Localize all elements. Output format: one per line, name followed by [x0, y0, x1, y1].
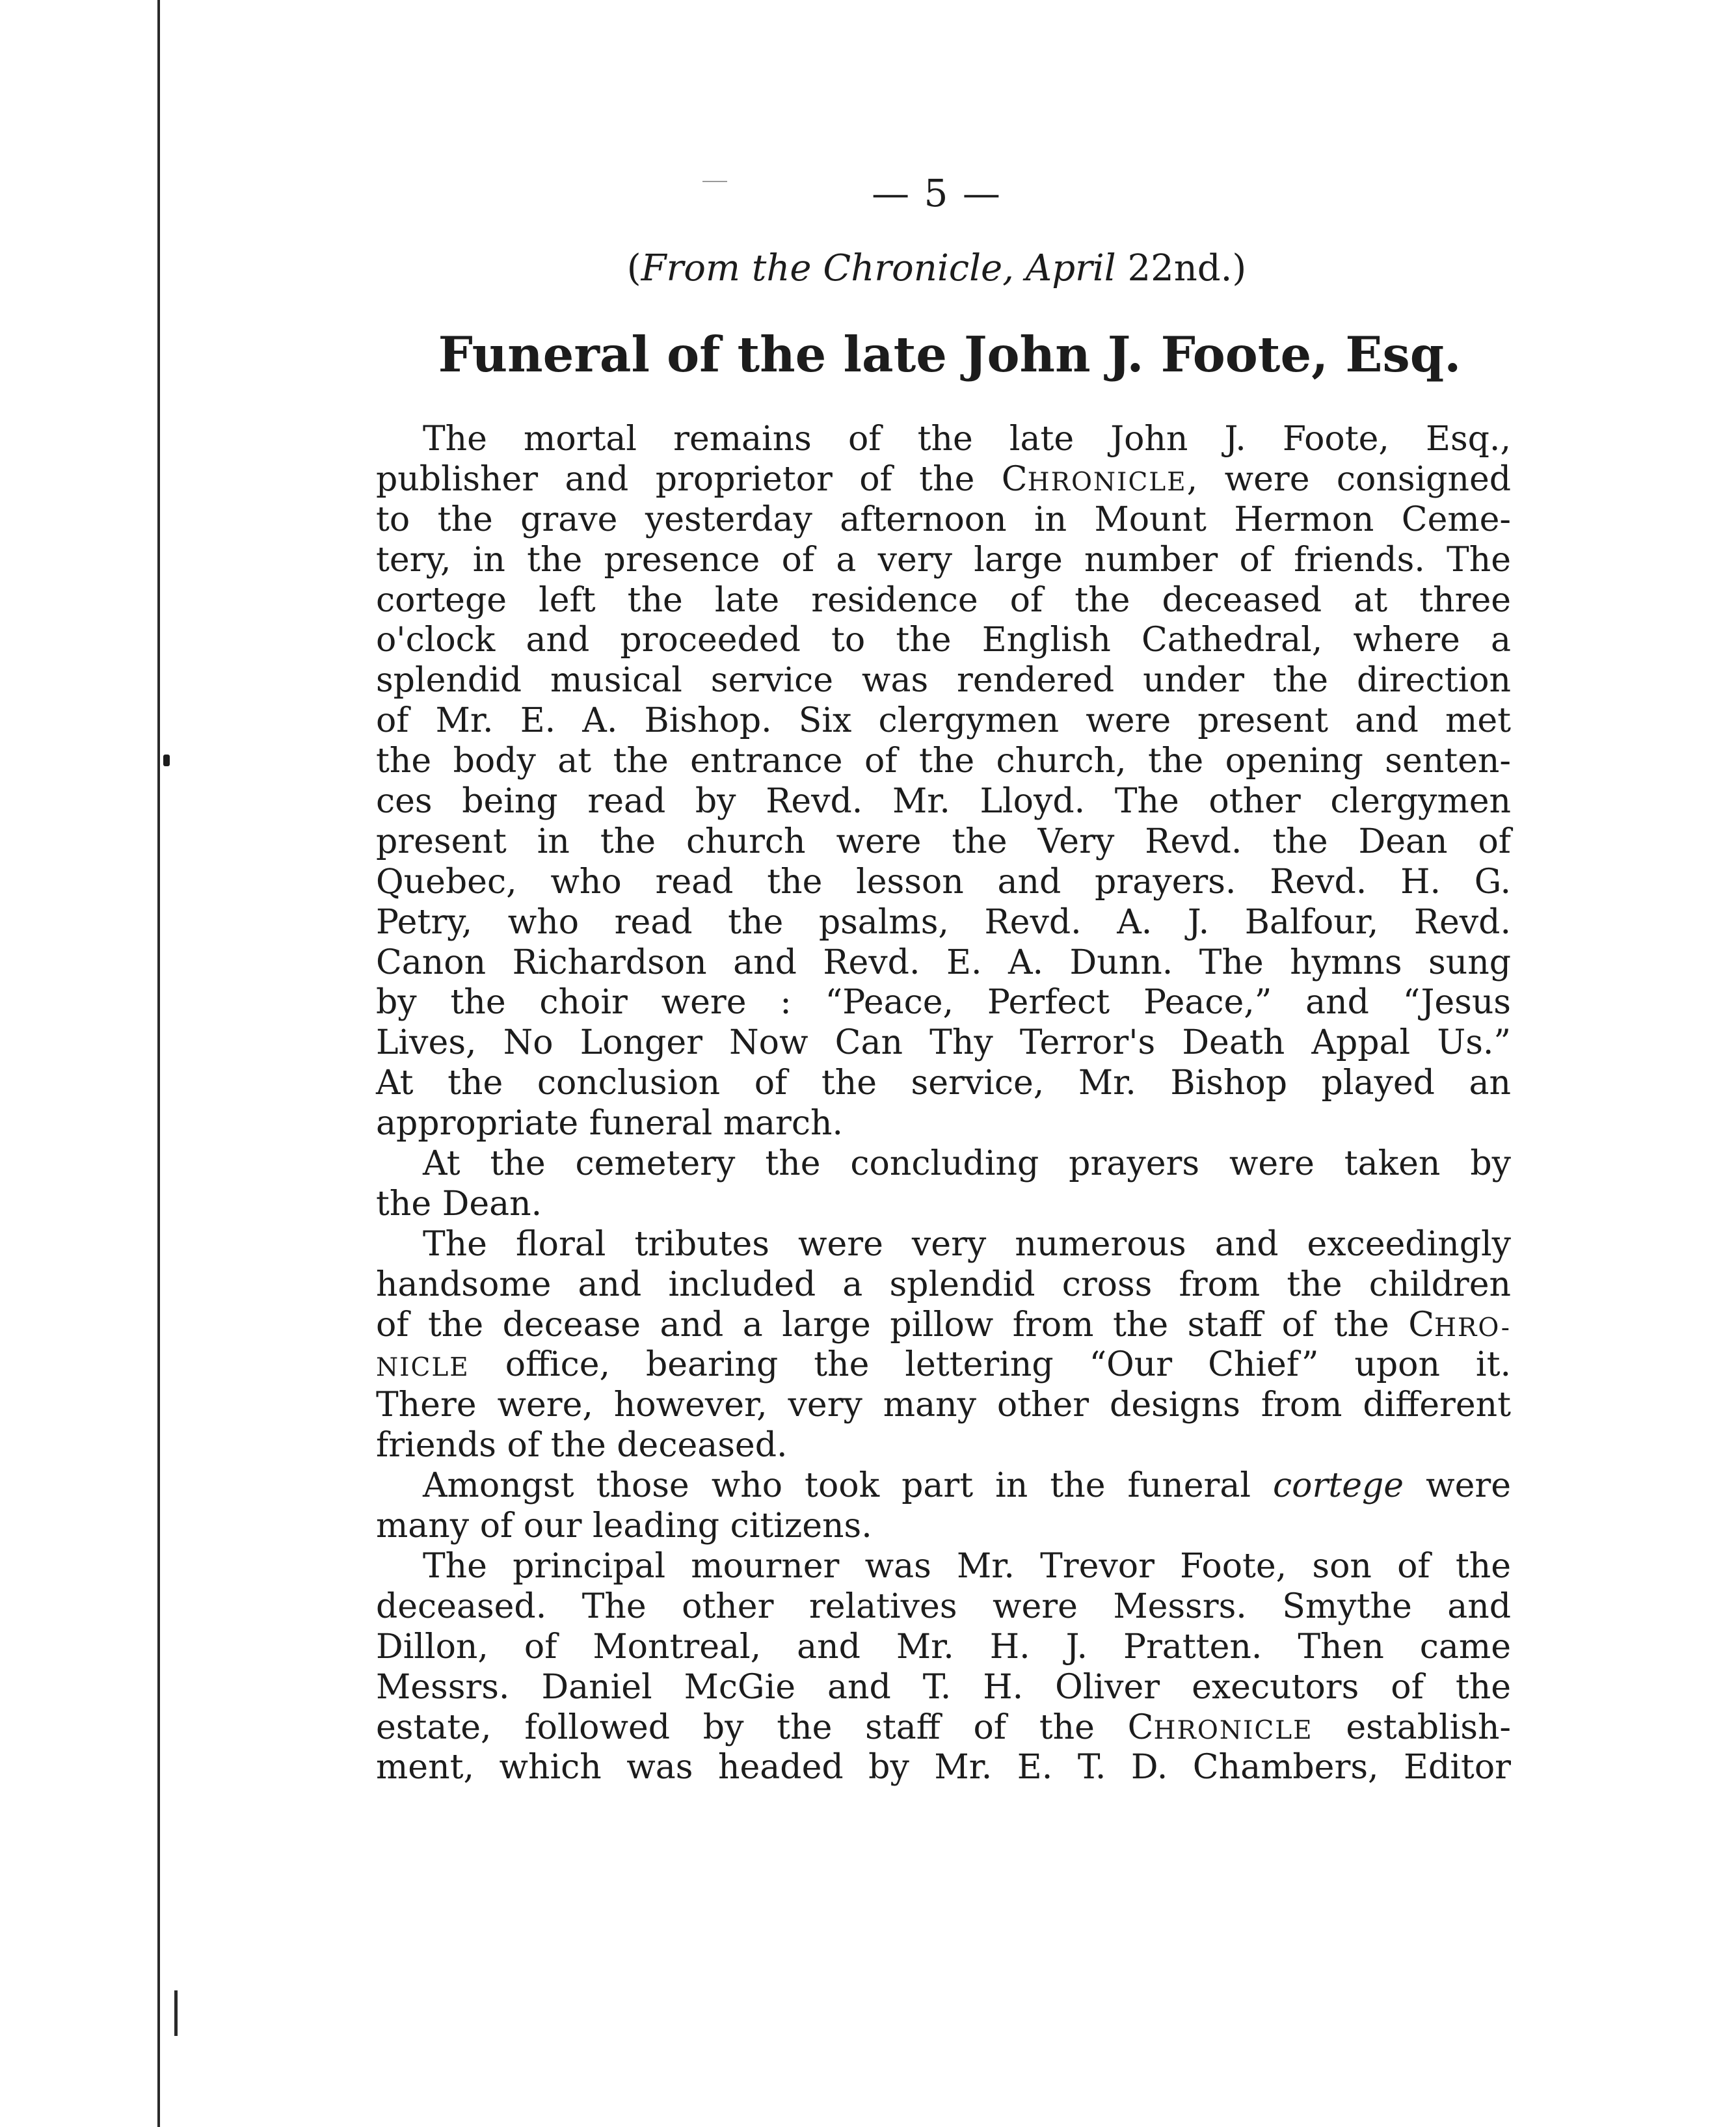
source-citation [585, 246, 1288, 291]
article-line: to the grave yesterday afternoon in Mount Hermon Ceme- [376, 500, 1511, 539]
article-line: Canon Richardson and Revd. E. A. Dunn. The hymns sung [376, 943, 1511, 982]
article-line: Messrs. Daniel McGie and T. H. Oliver executors of the [376, 1667, 1511, 1707]
article-line: handsome and included a splendid cross from the children [376, 1264, 1511, 1304]
article-line: Petry, who read the psalms, Revd. A. J. Balfour, Revd. [376, 902, 1511, 942]
stray-mark [702, 181, 727, 182]
article-line: the body at the entrance of the church, the opening senten- [376, 742, 1511, 781]
article-line [376, 1466, 1511, 1506]
article-line: of Mr. E. A. Bishop. Six clergymen were present and met [376, 701, 1511, 741]
source-open-paren: ( [626, 247, 641, 289]
source-date-day: 22nd.) [1115, 247, 1247, 289]
scan-margin-line [157, 0, 160, 2127]
article-line: friends of the deceased. [376, 1426, 788, 1465]
article-line: NICLE office, bearing the lettering “Our Chief” upon it. [376, 1345, 1511, 1385]
article-line-part: were [1404, 1466, 1511, 1506]
article-line: o'clock and proceeded to the English Cathedral, where a [376, 621, 1511, 660]
article-line-part: Amongst those who took part in the funeral [423, 1466, 1274, 1506]
article-line: There were, however, very many other designs from different [376, 1385, 1511, 1425]
article-line: many of our leading citizens. [376, 1506, 872, 1546]
article-line: publisher and proprietor of the CHRONICLE, were consigned [376, 459, 1512, 499]
article-line: ment, which was headed by Mr. E. T. D. Chambers, Editor [376, 1748, 1511, 1787]
article-line: estate, followed by the staff of the CHRONICLE establish- [376, 1707, 1511, 1747]
scan-mark-bottom [174, 1990, 178, 2036]
article-headline: Funeral of the late John J. Foote, Esq. [438, 326, 1462, 383]
article-line: of the decease and a large pillow from the staff of the CHRO- [376, 1305, 1511, 1344]
page-number: — 5 — [872, 171, 1002, 215]
article-line-italic: cortege [1273, 1466, 1404, 1506]
article-line: tery, in the presence of a very large number of friends. The [376, 540, 1511, 580]
article-line: The principal mourner was Mr. Trevor Foote, son of the [423, 1546, 1511, 1586]
source-publication: From the Chronicle, [641, 247, 1014, 289]
article-line: The floral tributes were very numerous and exceedingly [423, 1224, 1511, 1264]
article-line: ces being read by Revd. Mr. Lloyd. The other clergymen [376, 782, 1511, 822]
article-line: present in the church were the Very Revd. the Dean of [376, 822, 1511, 861]
article-body [376, 420, 1511, 1788]
article-line: the Dean. [376, 1184, 542, 1224]
article-line: appropriate funeral march. [376, 1104, 844, 1144]
article-line: The mortal remains of the late John J. Foote, Esq., [423, 420, 1511, 459]
scan-mark [163, 755, 170, 766]
article-line: cortege left the late residence of the deceased at three [376, 580, 1511, 620]
article-line: by the choir were : “Peace, Perfect Peace,” and “Jesus [376, 983, 1511, 1023]
article-line: splendid musical service was rendered under the direction [376, 661, 1511, 701]
article-line: Lives, No Longer Now Can Thy Terror's Death Appal Us.” [376, 1023, 1511, 1063]
source-date-month: April [1025, 247, 1116, 289]
article-line: Dillon, of Montreal, and Mr. H. J. Pratten. Then came [376, 1627, 1511, 1666]
article-line: At the conclusion of the service, Mr. Bishop played an [376, 1064, 1511, 1103]
article-line: At the cemetery the concluding prayers were taken by [423, 1144, 1511, 1184]
article-line: deceased. The other relatives were Messrs. Smythe and [376, 1586, 1511, 1626]
article-line: Quebec, who read the lesson and prayers. Revd. H. G. [376, 862, 1511, 902]
